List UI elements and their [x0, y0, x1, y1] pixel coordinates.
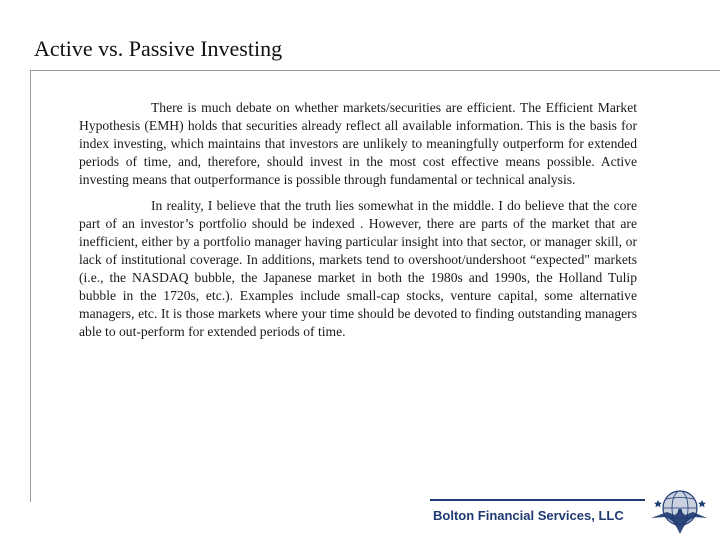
paragraph-emh: There is much debate on whether markets/securities are efficient. The Efficient Market Hypothesis (EMH) holds that securities already reflect all available information. This is the basis for index investing, which maintains that investors are unlikely to meaningfully outperform for extended periods of time, and, therefore, should invest in the most cost effective means possible. Active investing means that outperformance is possible through fundamental or technical analysis.: [79, 100, 637, 187]
company-name: Bolton Financial Services, LLC: [433, 508, 624, 523]
slide-title: Active vs. Passive Investing: [34, 36, 283, 61]
body-text: [79, 99, 637, 341]
footer-divider: [430, 499, 645, 501]
paragraph-opinion: In reality, I believe that the truth lies somewhat in the middle. I do believe that the core part of an investor’s portfolio should be indexed . However, there are parts of the market that are inefficient, either by a portfolio manager having particular insight into that sector, or manager skill, or lack of institutional coverage. In additions, markets tend to overshoot/undershoot “expected" markets (i.e., the NASDAQ bubble, the Japanese market in both the 1980s and 1990s, the Holland Tulip bubble in the 1720s, etc.). Examples include small-cap stocks, venture capital, some alternative managers, etc. It is those markets where your time should be devoted to finding outstanding managers able to out-perform for extended periods of time.: [79, 198, 637, 339]
left-border: [30, 70, 31, 502]
globe-eagle-logo-icon: [649, 484, 709, 536]
title-divider: [30, 70, 720, 71]
